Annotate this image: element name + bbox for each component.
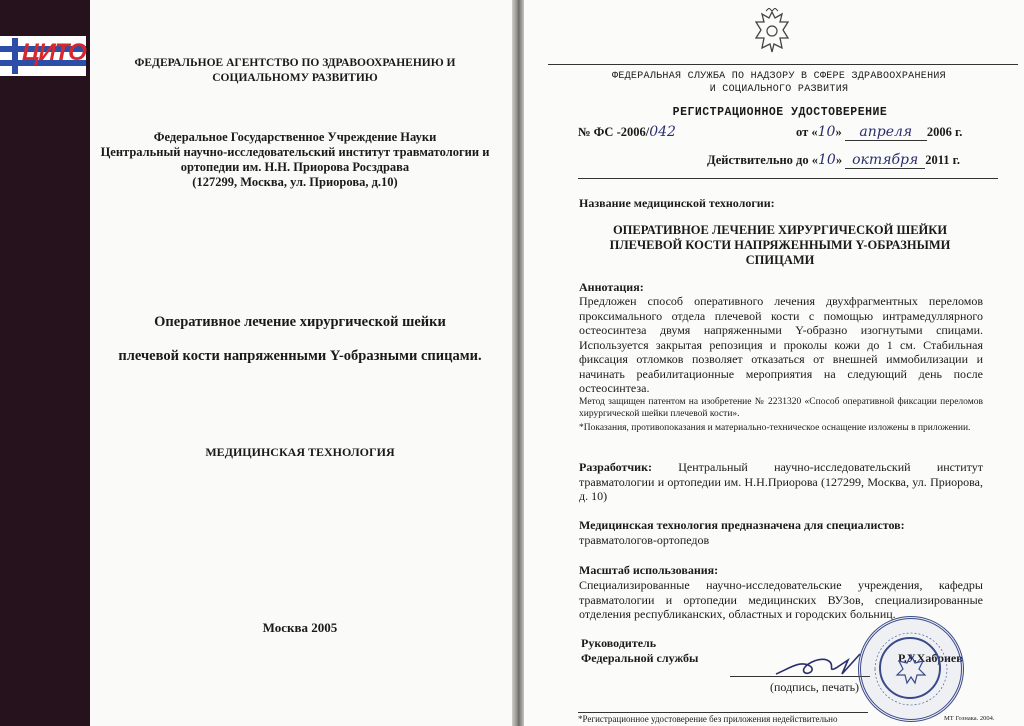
city-year: Москва 2005 — [262, 620, 338, 635]
valid-day: 10 — [817, 152, 836, 168]
document-title-line-1: Оперативное лечение хирургической шейки — [154, 314, 446, 330]
head-label-1: Руководитель — [581, 636, 657, 650]
indications-note: *Показания, противопоказания и материально-техническое оснащение изложены в приложении. — [579, 423, 971, 433]
valid-year: 2011 г. — [925, 153, 961, 167]
techname-line: ПЛЕЧЕВОЙ КОСТИ НАПРЯЖЕННЫМИ Y-ОБРАЗНЫМИ — [609, 238, 951, 252]
footnote-rule — [578, 712, 868, 713]
techname-label: Название медицинской технологии: — [579, 196, 775, 210]
techname-line: ОПЕРАТИВНОЕ ЛЕЧЕНИЕ ХИРУРГИЧЕСКОЙ ШЕЙКИ — [612, 223, 948, 237]
valid-until-label: Действительно до « — [707, 153, 818, 167]
institution-block — [92, 130, 498, 190]
printer-mark: МТ Гознака. 2004. — [944, 715, 995, 722]
service-line: И СОЦИАЛЬНОГО РАЗВИТИЯ — [709, 84, 849, 95]
logo-cross — [12, 38, 18, 74]
developer-text: Центральный научно-исследовательский институт травматологии и ортопедии им. Н.Н.Приорова (127299, Москва, ул. Приорова, д. 10) — [579, 460, 983, 503]
cert-number-label: № ФС -2006/ — [578, 125, 650, 139]
issue-year: 2006 г. — [926, 125, 963, 139]
header-rule — [548, 64, 1018, 65]
scale-label: Масштаб использования: — [579, 563, 719, 577]
patent-note: Метод защищен патентом на изобретение № 2231320 «Способ оперативной фиксации переломов хирургической шейки плечевой кости». — [579, 397, 983, 419]
agency-heading: ФЕДЕРАЛЬНОЕ АГЕНТСТВО ПО ЗДРАВООХРАНЕНИЮ И СОЦИАЛЬНОМУ РАЗВИТИЮ — [134, 57, 456, 84]
specialists-label: Медицинская технология предназначена для специалистов: — [579, 518, 905, 532]
issue-month: апреля — [845, 124, 927, 141]
developer-block — [579, 460, 983, 504]
valid-until: Действительно до «10» октября 2011 г. — [707, 152, 961, 168]
issue-day: 10 — [817, 124, 836, 140]
valid-month: октября — [845, 152, 925, 169]
scale-text: Специализированные научно-исследовательские учреждения, кафедры травматологии и ортопедии медицинских ВУЗов, специализированные отделения республиканских, областных и городских больниц. — [579, 578, 983, 621]
issue-date: от «10» апреля 2006 г. — [796, 124, 963, 140]
document-title-line-2: плечевой кости напряженными Y-образными спицами. — [118, 348, 482, 364]
book-spine — [512, 0, 524, 726]
cert-number-handwritten: 042 — [649, 124, 676, 140]
institution-line: (127299, Москва, ул. Приорова, д.10) — [192, 175, 398, 189]
footnote: *Регистрационное удостоверение без приложения недействительно — [578, 714, 838, 724]
coat-of-arms-icon — [752, 8, 792, 56]
institution-line: ортопедии им. Н.Н. Приорова Росздрава — [180, 160, 410, 174]
issue-date-label: от « — [796, 125, 818, 139]
stamp-emblem-icon — [861, 619, 961, 719]
document-type: МЕДИЦИНСКАЯ ТЕХНОЛОГИЯ — [205, 445, 395, 459]
specialists-text: травматологов-ортопедов — [579, 533, 710, 547]
annotation-label: Аннотация: — [579, 280, 644, 294]
institution-line: Федеральное Государственное Учреждение Науки — [153, 130, 437, 144]
head-label-2: Федеральной службы — [581, 651, 699, 665]
certificate-title: РЕГИСТРАЦИОННОЕ УДОСТОВЕРЕНИЕ — [672, 106, 888, 119]
logo-text: ЦИТО — [22, 39, 86, 66]
cert-rule — [578, 178, 998, 179]
developer-label: Разработчик: — [579, 460, 652, 474]
signature-line — [730, 676, 870, 677]
cito-logo — [0, 36, 86, 76]
service-line: ФЕДЕРАЛЬНАЯ СЛУЖБА ПО НАДЗОРУ В СФЕРЕ ЗДРАВООХРАНЕНИЯ — [612, 71, 946, 82]
institution-line: Центральный научно-исследовательский институт травматологии и — [100, 145, 490, 159]
head-name: Р.У.Хабриев — [898, 651, 963, 665]
official-stamp — [858, 616, 964, 722]
signature-caption: (подпись, печать) — [770, 680, 860, 694]
techname-line: СПИЦАМИ — [745, 253, 815, 267]
certificate-number — [578, 124, 676, 140]
service-heading — [555, 70, 1003, 96]
scan-dark-edge — [0, 0, 90, 726]
technology-name — [560, 223, 1000, 268]
annotation-text: Предложен способ оперативного лечения двухфрагментных переломов проксимального отдела плечевой кости с помощью интрамедуллярного остеосинтеза двумя напряженными Y-образно изогнутыми спицами. Используется закрытая репозиция и проколы кожи до 1 см. Стабильная фиксация отломков позволяет отказаться от внешней иммобилизации и начинать реабилитационные мероприятия на следующий день после остеосинтеза. — [579, 294, 983, 395]
